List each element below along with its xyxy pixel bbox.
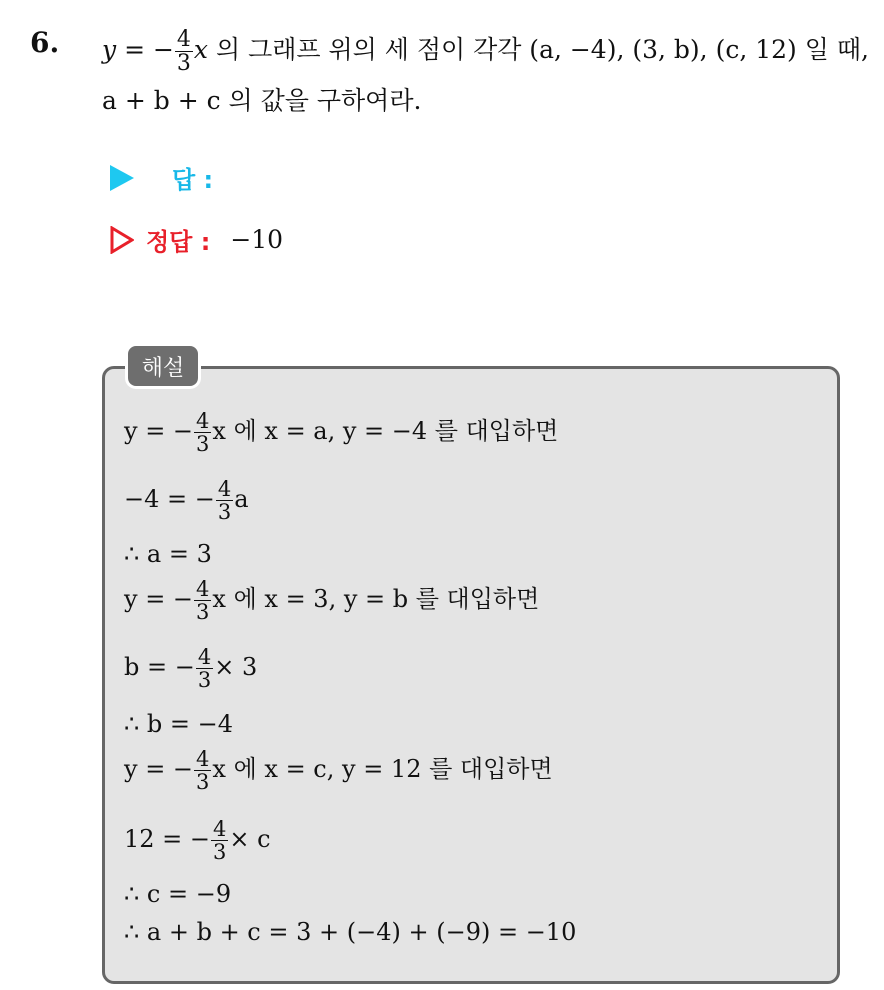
solution-line-post: x 에 x = 3, y = b 를 대입하면: [212, 585, 540, 614]
solution-line-pre: 12 = −: [124, 825, 211, 854]
fraction-numerator: 4: [196, 747, 210, 771]
solution-line-pre: y = −: [124, 585, 194, 614]
solution-line-10: ∴ a + b + c = 3 + (−4) + (−9) = −10: [124, 918, 577, 946]
fraction-denominator: 3: [197, 668, 212, 693]
outline-triangle-icon: [110, 226, 134, 254]
question-number: 6.: [30, 26, 60, 59]
fraction: [196, 646, 213, 691]
fraction: [211, 818, 228, 863]
solution-line-1: [124, 410, 558, 455]
solution-line-pre: y = −: [124, 755, 194, 784]
solution-line-pre: b = −: [124, 653, 195, 682]
var-x: x: [193, 35, 209, 65]
correct-answer-label: 정답 :: [146, 228, 211, 256]
solution-line-pre: −4 = −: [124, 485, 215, 514]
fraction-denominator: 3: [196, 770, 210, 795]
fraction-denominator: 3: [217, 500, 232, 525]
fraction-numerator: 4: [197, 645, 212, 669]
question-line-1: [102, 28, 869, 75]
solution-line-5: [124, 646, 257, 691]
fraction: [194, 748, 211, 793]
solution-line-7: [124, 748, 553, 793]
fraction: [194, 578, 211, 623]
solution-line-9: ∴ c = −9: [124, 880, 232, 908]
solution-line-post: x 에 x = c, y = 12 를 대입하면: [212, 755, 553, 784]
answer-prompt: [110, 160, 213, 195]
equals-minus: = −: [116, 35, 174, 65]
solution-line-2: [124, 478, 249, 523]
fraction: [175, 28, 193, 75]
solution-line-4: [124, 578, 539, 623]
solution-line-post: a: [234, 485, 249, 514]
fraction-denominator: 3: [176, 51, 191, 77]
correct-answer-value: −10: [230, 225, 284, 254]
solution-line-post: x 에 x = a, y = −4 를 대입하면: [212, 417, 559, 446]
fraction: [194, 410, 211, 455]
fraction: [216, 478, 233, 523]
question-text: 의 그래프 위의 세 점이 각각 (a, −4), (3, b), (c, 12) 일 때,: [208, 35, 869, 65]
fraction-numerator: 4: [176, 27, 191, 52]
fraction-numerator: 4: [196, 409, 210, 433]
solution-line-pre: y = −: [124, 417, 194, 446]
solution-line-post: × 3: [214, 653, 258, 682]
var-y: y: [102, 35, 117, 65]
fraction-denominator: 3: [196, 432, 210, 457]
fraction-denominator: 3: [196, 600, 210, 625]
solution-line-8: [124, 818, 271, 863]
solution-tag: 해설: [128, 346, 198, 386]
answer-label: 답 :: [172, 166, 214, 194]
fraction-numerator: 4: [217, 477, 232, 501]
solution-line-6: ∴ b = −4: [124, 710, 234, 738]
correct-answer-row: [110, 222, 283, 257]
fraction-numerator: 4: [213, 817, 227, 841]
question-line-2: a + b + c 의 값을 구하여라.: [102, 86, 422, 115]
filled-triangle-icon: [110, 165, 134, 191]
solution-line-post: × c: [229, 825, 271, 854]
fraction-numerator: 4: [196, 577, 210, 601]
fraction-denominator: 3: [213, 840, 227, 865]
solution-line-3: ∴ a = 3: [124, 540, 212, 568]
